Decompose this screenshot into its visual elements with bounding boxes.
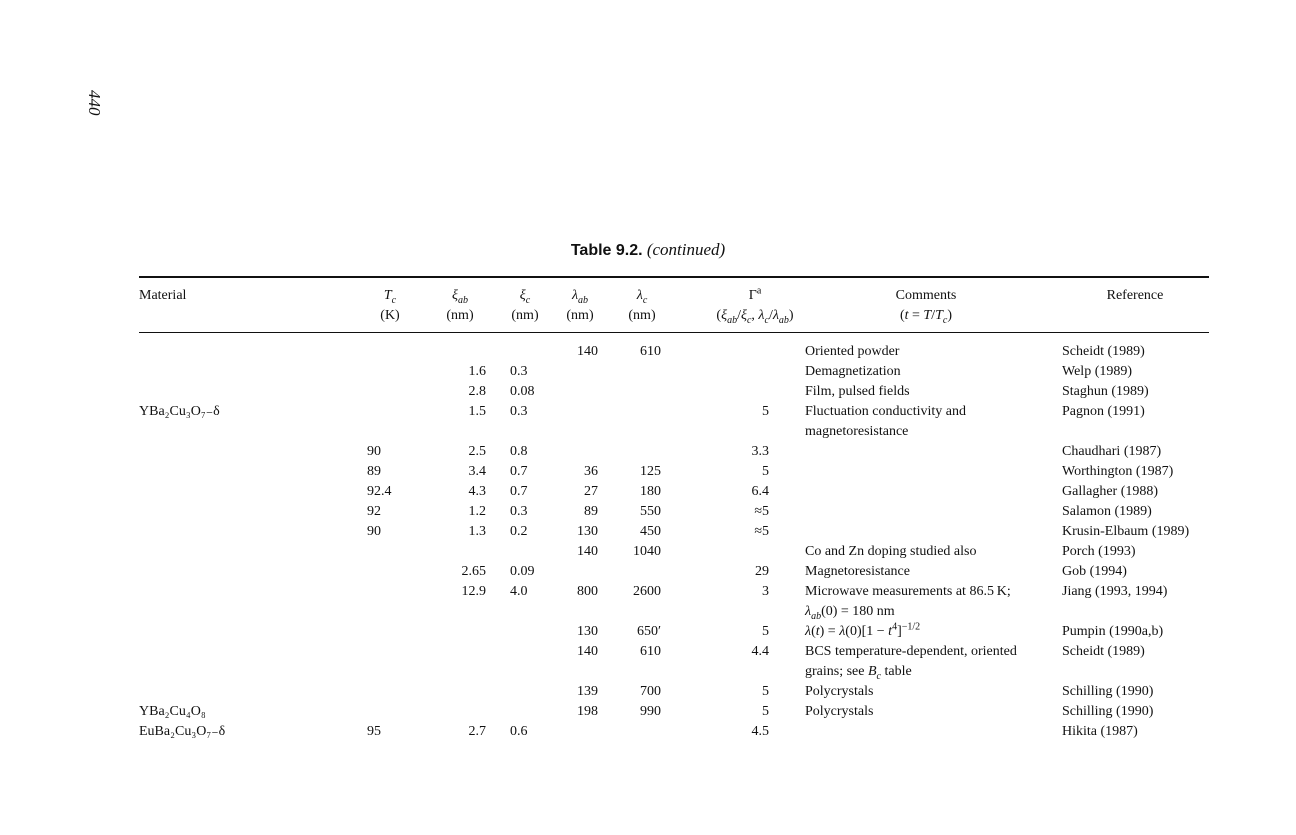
cell-tc: 89: [367, 464, 381, 479]
cell-comment: BCS temperature-dependent, oriented: [805, 644, 1017, 659]
cell-xi-ab: 1.6: [468, 364, 486, 379]
cell-reference: Schilling (1990): [1062, 684, 1154, 699]
cell-comment: Polycrystals: [805, 684, 874, 699]
cell-tc: 90: [367, 524, 381, 539]
cell-comment: Magnetoresistance: [805, 564, 910, 579]
cell-xi-c: 0.08: [510, 384, 535, 399]
cell-comment: Polycrystals: [805, 704, 874, 719]
cell-reference: Pagnon (1991): [1062, 404, 1145, 419]
cell-gamma: 4.4: [751, 644, 769, 659]
cell-xi-ab: 2.5: [468, 444, 486, 459]
header-gamma: $\Gamma^a$: [748, 285, 762, 303]
header-comments-def: $(t = T/T_c)$: [899, 308, 953, 326]
cell-xi-ab: 3.4: [468, 464, 486, 479]
cell-xi-c: 0.7: [510, 484, 528, 499]
cell-gamma: 5: [762, 704, 769, 719]
cell-lambda-c: 610: [640, 644, 661, 659]
cell-reference: Worthington (1987): [1062, 464, 1174, 479]
page-number: 440: [85, 90, 104, 116]
cell-lambda-c: 2600: [633, 584, 661, 599]
cell-lambda-c: 450: [640, 524, 661, 539]
table-row: [0, 542, 1296, 562]
cell-gamma: 5: [762, 684, 769, 699]
table-row: [0, 582, 1296, 602]
cell-lambda-ab: 139: [577, 684, 598, 699]
header-lambda-c: $\lambda_c$: [636, 288, 648, 306]
table-row: [0, 502, 1296, 522]
table-row: [0, 522, 1296, 542]
cell-gamma: 5: [762, 624, 769, 639]
header-gamma-def: ($\xi_{ab}/\xi_c$, $\lambda_c/\lambda_{ab}$): [716, 308, 794, 326]
cell-reference: Welp (1989): [1062, 364, 1133, 379]
cell-gamma: ≈5: [754, 504, 769, 519]
cell-xi-ab: 1.2: [468, 504, 486, 519]
cell-comment: Oriented powder: [805, 344, 900, 359]
cell-lambda-ab: 89: [584, 504, 598, 519]
cell-xi-c: 0.09: [510, 564, 535, 579]
header-lambda-ab-unit: (nm): [566, 308, 594, 323]
cell-xi-c: 4.0: [510, 584, 528, 599]
cell-lambda-ab: 36: [584, 464, 598, 479]
material-ybco-124: YBa₂Cu₄O₈: [139, 704, 206, 719]
material-eubco: EuBa₂Cu₃O₇₋δ: [139, 724, 226, 739]
header-comments: Comments: [895, 288, 957, 303]
cell-tc: 90: [367, 444, 381, 459]
cell-gamma: 3: [762, 584, 769, 599]
cell-reference: Scheidt (1989): [1062, 344, 1145, 359]
table-row: [0, 722, 1296, 742]
cell-xi-ab: 2.8: [468, 384, 486, 399]
table-row: [0, 642, 1296, 662]
header-xi-ab-unit: (nm): [446, 308, 474, 323]
cell-lambda-c: 1040: [633, 544, 661, 559]
header-lambda-c-unit: (nm): [628, 308, 656, 323]
header-xi-ab: $\xi_{ab}$: [452, 288, 468, 306]
header-xi-c: $\xi_c$: [519, 288, 531, 306]
cell-xi-c: 0.7: [510, 464, 528, 479]
cell-xi-c: 0.3: [510, 504, 528, 519]
cell-lambda-ab: 198: [577, 704, 598, 719]
cell-xi-ab: 1.5: [468, 404, 486, 419]
cell-comment: Fluctuation conductivity and: [805, 404, 966, 419]
cell-gamma: 6.4: [751, 484, 769, 499]
cell-xi-ab: 2.7: [468, 724, 486, 739]
cell-tc: 92.4: [367, 484, 392, 499]
cell-gamma: 29: [755, 564, 769, 579]
cell-xi-c: 0.6: [510, 724, 528, 739]
cell-reference: Chaudhari (1987): [1062, 444, 1162, 459]
cell-gamma: 3.3: [751, 444, 769, 459]
table-row: [0, 462, 1296, 482]
cell-lambda-ab: 27: [584, 484, 598, 499]
table-row: [0, 562, 1296, 582]
cell-lambda-c: 125: [640, 464, 661, 479]
cell-gamma: 5: [762, 464, 769, 479]
header-xi-c-unit: (nm): [511, 308, 539, 323]
table-row: [0, 682, 1296, 702]
cell-xi-c: 0.2: [510, 524, 528, 539]
table-row: [0, 442, 1296, 462]
table-row: [0, 342, 1296, 362]
cell-lambda-ab: 140: [577, 544, 598, 559]
cell-xi-c: 0.8: [510, 444, 528, 459]
material-ybco-123: YBa₂Cu₃O₇₋δ: [139, 404, 220, 419]
table-row: [0, 382, 1296, 402]
cell-comment: Demagnetization: [805, 364, 901, 379]
cell-reference: Porch (1993): [1062, 544, 1136, 559]
caption-subtitle: (continued): [646, 240, 726, 259]
cell-comment: Microwave measurements at 86.5 K;: [805, 584, 1011, 599]
comment-formula-lambda-t: $\lambda(t) = \lambda(0)[1 - t^4]^{-1/2}$: [805, 621, 921, 639]
cell-xi-ab: 2.65: [461, 564, 486, 579]
cell-lambda-c: 550: [640, 504, 661, 519]
cell-reference: Gob (1994): [1062, 564, 1127, 579]
cell-comment: Film, pulsed fields: [805, 384, 910, 399]
caption-label: Table 9.2.: [570, 242, 643, 259]
cell-reference: Scheidt (1989): [1062, 644, 1145, 659]
header-tc: $T_c$: [383, 288, 397, 306]
cell-reference: Hikita (1987): [1062, 724, 1138, 739]
header-material: Material: [139, 288, 187, 303]
header-reference: Reference: [1106, 288, 1164, 303]
cell-lambda-ab: 800: [577, 584, 598, 599]
table-row: [0, 482, 1296, 502]
cell-lambda-c: 700: [640, 684, 661, 699]
table-row: [0, 362, 1296, 382]
header-lambda-ab: $\lambda_{ab}$: [571, 288, 589, 306]
cell-lambda-ab: 130: [577, 524, 598, 539]
cell-tc: 95: [367, 724, 381, 739]
cell-xi-ab: 12.9: [461, 584, 486, 599]
cell-lambda-ab: 140: [577, 344, 598, 359]
cell-xi-c: 0.3: [510, 404, 528, 419]
cell-reference: Schilling (1990): [1062, 704, 1154, 719]
cell-comment: magnetoresistance: [805, 424, 909, 439]
cell-comment: Co and Zn doping studied also: [805, 544, 977, 559]
top-rule: [139, 276, 1209, 278]
table-row: [0, 702, 1296, 722]
header-rule: [139, 332, 1209, 333]
cell-gamma: ≈5: [754, 524, 769, 539]
cell-xi-ab: 1.3: [468, 524, 486, 539]
cell-reference: Pumpin (1990a,b): [1062, 624, 1164, 639]
cell-gamma: 4.5: [751, 724, 769, 739]
cell-lambda-ab: 130: [577, 624, 598, 639]
cell-gamma: 5: [762, 404, 769, 419]
cell-lambda-c: 610: [640, 344, 661, 359]
cell-reference: Gallagher (1988): [1062, 484, 1159, 499]
header-tc-unit: (K): [380, 308, 400, 323]
cell-reference: Jiang (1993, 1994): [1062, 584, 1168, 599]
cell-reference: Staghun (1989): [1062, 384, 1149, 399]
table-caption: [0, 240, 1296, 260]
cell-xi-ab: 4.3: [468, 484, 486, 499]
cell-reference: Krusin-Elbaum (1989): [1062, 524, 1190, 539]
cell-lambda-c: 180: [640, 484, 661, 499]
comment-continuation-grains: grains; see $B_c$ table: [805, 664, 912, 682]
cell-lambda-ab: 140: [577, 644, 598, 659]
cell-lambda-c: 650′: [636, 624, 661, 639]
table-row: [0, 422, 1296, 442]
cell-xi-c: 0.3: [510, 364, 528, 379]
cell-lambda-c: 990: [640, 704, 661, 719]
cell-reference: Salamon (1989): [1062, 504, 1152, 519]
cell-tc: 92: [367, 504, 381, 519]
comment-continuation-lambda: $\lambda_{ab}(0) = 180$ nm: [805, 604, 895, 622]
table-row: [0, 402, 1296, 422]
